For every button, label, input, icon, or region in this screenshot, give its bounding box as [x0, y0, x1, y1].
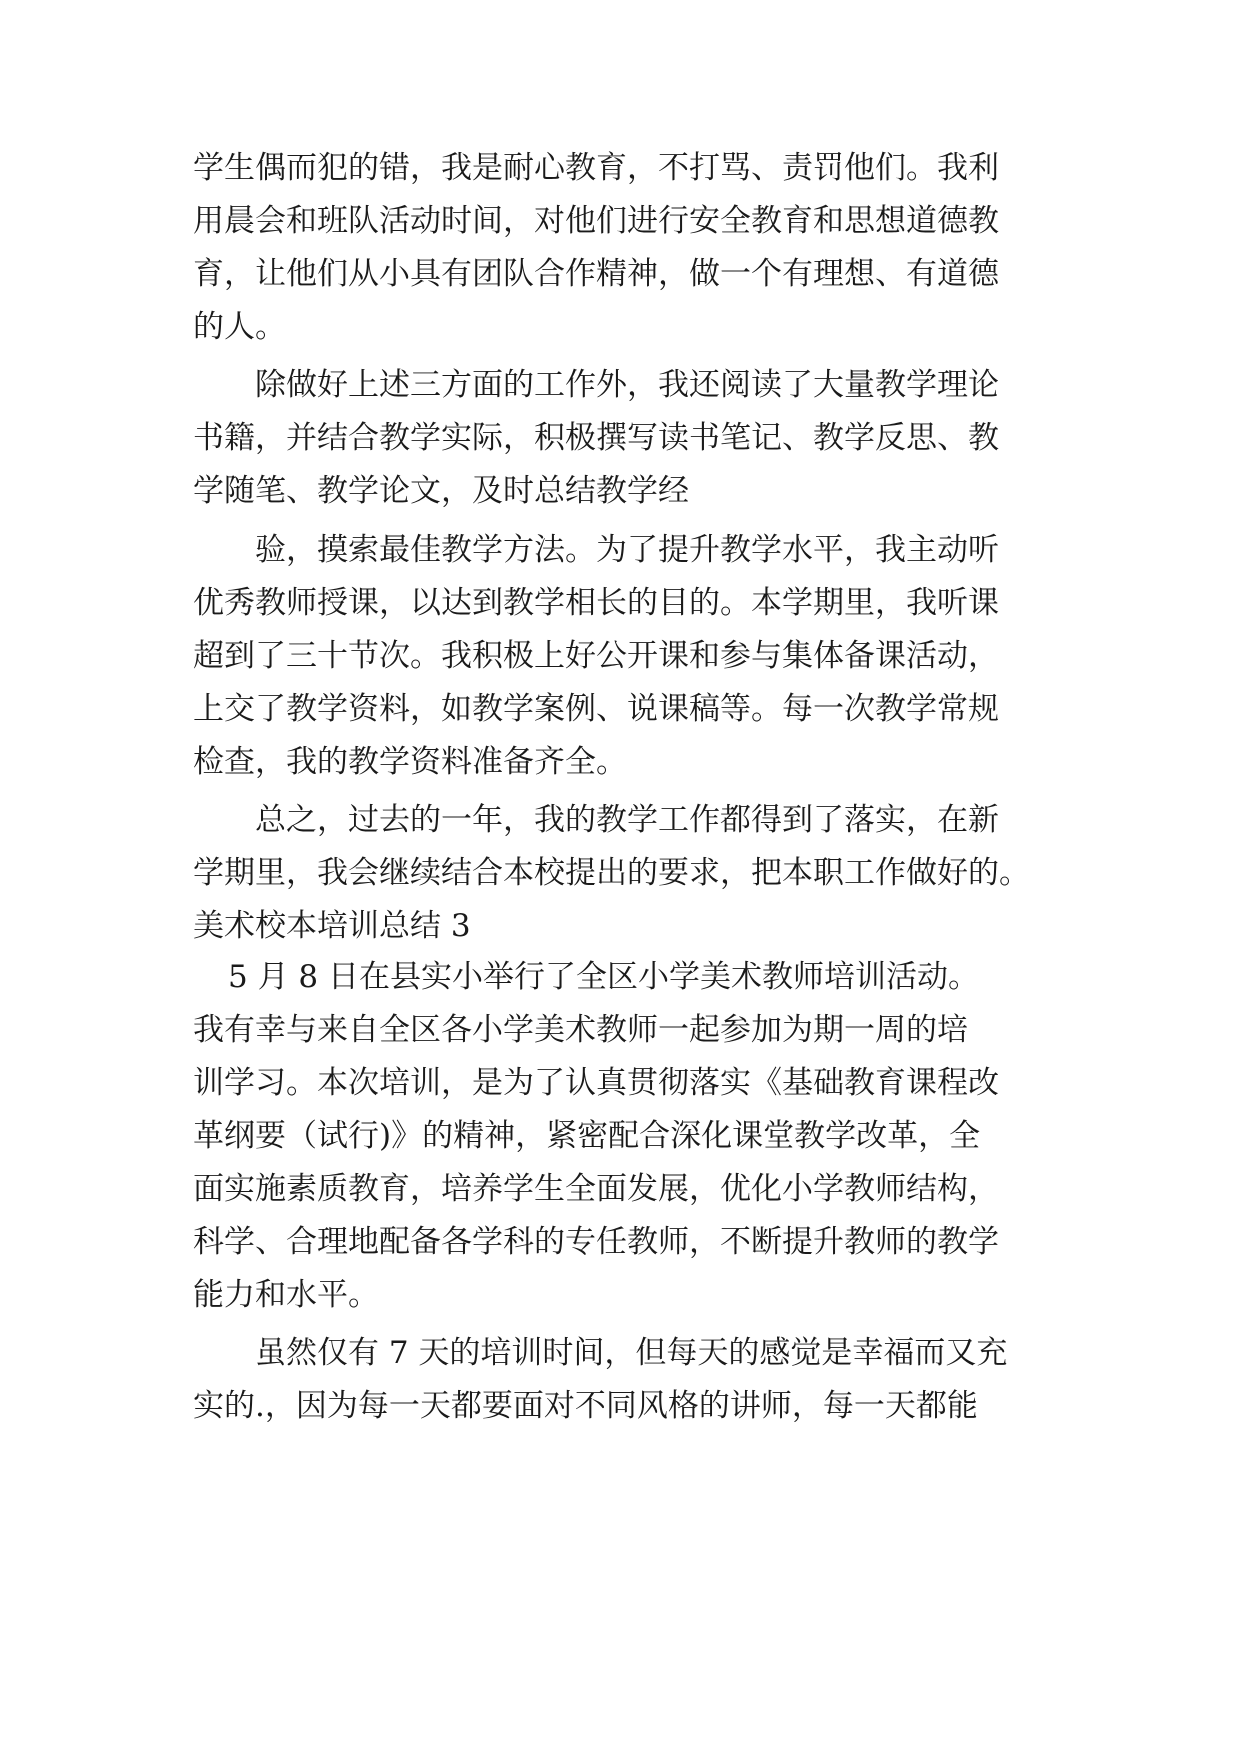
- text-line-content: 除做好上述三方面的工作外，我还阅读了大量教学理论: [255, 367, 999, 403]
- text-line: [0, 410, 1241, 466]
- text-line-content: 实的.，因为每一天都要面对不同风格的讲师，每一天都能: [193, 1388, 978, 1424]
- text-line-content: 我有幸与来自全区各小学美术教师一起参加为期一周的培: [193, 1012, 968, 1048]
- text-line: [0, 140, 1241, 196]
- text-line: [0, 1108, 1241, 1164]
- text-line-content: 总之，过去的一年，我的教学工作都得到了落实，在新: [255, 802, 999, 838]
- text-line-content: 科学、合理地配备各学科的专任教师，不断提升教师的教学: [193, 1224, 999, 1260]
- text-line-content: 学生偶而犯的错，我是耐心教育，不打骂、责罚他们。我利: [193, 150, 999, 186]
- text-line-content: 的人。: [193, 309, 286, 345]
- text-line: [0, 681, 1241, 737]
- paragraph-start-line: [0, 949, 1241, 1005]
- text-line: [0, 246, 1241, 302]
- text-line: [0, 1214, 1241, 1270]
- heading-text: 美术校本培训总结 3: [193, 908, 471, 944]
- text-line-content: 5 月 8 日在县实小举行了全区小学美术教师培训活动。: [228, 959, 980, 995]
- section-heading: [0, 898, 1241, 954]
- paragraph-start-line: [0, 1325, 1241, 1381]
- text-line: [0, 1378, 1241, 1434]
- text-line: [0, 1267, 1241, 1323]
- text-line-content: 学随笔、教学论文，及时总结教学经: [193, 473, 689, 509]
- text-line-content: 育，让他们从小具有团队合作精神，做一个有理想、有道德: [193, 256, 999, 292]
- text-line-content: 用晨会和班队活动时间，对他们进行安全教育和思想道德教: [193, 203, 999, 239]
- text-line: [0, 845, 1241, 901]
- text-line-content: 检查，我的教学资料准备齐全。: [193, 744, 627, 780]
- text-line-content: 革纲要（试行)》的精神，紧密配合深化课堂教学改革，全: [193, 1118, 981, 1154]
- text-line: [0, 1055, 1241, 1111]
- text-line-content: 优秀教师授课，以达到教学相长的目的。本学期里，我听课: [193, 585, 999, 621]
- text-line-content: 面实施素质教育，培养学生全面发展，优化小学教师结构，: [193, 1171, 999, 1207]
- text-line-content: 虽然仅有 7 天的培训时间，但每天的感觉是幸福而又充: [255, 1335, 1008, 1371]
- text-line: [0, 463, 1241, 519]
- text-line: [0, 734, 1241, 790]
- text-line: [0, 299, 1241, 355]
- text-line: [0, 1161, 1241, 1217]
- paragraph-start-line: [0, 522, 1241, 578]
- paragraph-start-line: [0, 357, 1241, 413]
- text-line-content: 验，摸索最佳教学方法。为了提升教学水平，我主动听: [255, 532, 999, 568]
- text-line-content: 学期里，我会继续结合本校提出的要求，把本职工作做好的。: [193, 855, 1030, 891]
- text-line: [0, 575, 1241, 631]
- text-line-content: 训学习。本次培训，是为了认真贯彻落实《基础教育课程改: [193, 1065, 999, 1101]
- text-line: [0, 1002, 1241, 1058]
- text-line-content: 超到了三十节次。我积极上好公开课和参与集体备课活动，: [193, 638, 999, 674]
- text-line-content: 能力和水平。: [193, 1277, 379, 1313]
- text-line: [0, 193, 1241, 249]
- text-line-content: 书籍，并结合教学实际，积极撰写读书笔记、教学反思、教: [193, 420, 999, 456]
- text-line-content: 上交了教学资料，如教学案例、说课稿等。每一次教学常规: [193, 691, 999, 727]
- text-line: [0, 628, 1241, 684]
- paragraph-start-line: [0, 792, 1241, 848]
